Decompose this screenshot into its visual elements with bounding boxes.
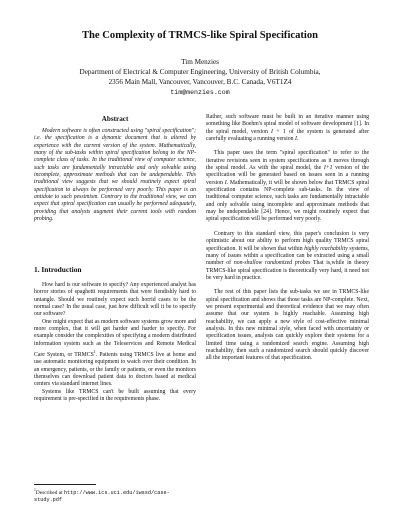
right-p3-emphasis-1: highly reachability bbox=[304, 245, 348, 252]
right-p3-emphasis-2: non-shallow randomized probes bbox=[233, 260, 311, 267]
right-p2-text-c: . Mathematically, it will be shown below that TRMCS spiral specification contains NP-complete sub-tasks. In the view of traditional computer science, such tasks are fundamentally intractable and only solvable using incomplete and approximate methods that may be undependable [24]. Hence, we might routinely expect that spiral specification will be performed very poorly. bbox=[206, 179, 369, 223]
right-p1-var-1: I + 1 bbox=[270, 128, 286, 135]
section-heading-introduction: 1. Introduction bbox=[34, 265, 82, 274]
right-p1-var-2: I bbox=[294, 136, 297, 143]
right-paragraph-4: The rest of this paper lists the sub-tasks we see in TRMCS-like spiral specification and shows that those tasks are NP-complete. Next, we present experimental and theoretical evidence that we may often assume that our system is highly reachable. Assuming high reachability, we can apply a new style of cost-effective minimal analysis. In this new minimal style, when faced with uncertainty or specification issues, analysts can quickly explore their systems for a limited time using a randomized search engine. Assuming high reachability, then such a randomized search should quickly discover all the important features of that specification. bbox=[206, 289, 369, 362]
abstract-heading: Abstract bbox=[101, 115, 129, 123]
author-name: Tim Menzies bbox=[181, 58, 219, 66]
right-paragraph-1 bbox=[206, 114, 369, 143]
intro-paragraph-2-end: . Patients using TRMCS live at home and use automatic monitoring equipment to watch over their condition. In an emergency, patients, or the family or patients, or even the monitors themselves can download patient data to doctors based at medical centers via standard internet lines. bbox=[34, 352, 196, 388]
right-p3-text-a: Contrary to this standard view, this paper's conclusion is very optimistic about our ability to perform high quality TRMCS spiral specification. It will be shown that within bbox=[206, 230, 369, 252]
paper-title: The Complexity of TRMCS-like Spiral Specification bbox=[81, 30, 319, 41]
right-p2-var-1: I+1 bbox=[323, 165, 333, 172]
introduction-body bbox=[34, 282, 196, 403]
right-p2-text-a: This paper uses the term "spiral specification" to refer to the iterative revisions seen in system specifications as it moves through the spiral model. As with the spiral model, the bbox=[206, 150, 369, 172]
intro-paragraph-1: How hard is our software to specify? Any experienced analyst has horror stories of spaghetti requirements that were fiendishly hard to untangle. Should we routinely expect such horrid cases to be the normal case? In the usual case, just how difficult will it be to specify our software? bbox=[34, 282, 196, 318]
intro-paragraph-3: Systems like TRMCS can't be built assuming that every requirement is pre-specified in the requirements phase. bbox=[34, 388, 196, 403]
author-address: 2356 Main Mall, Vancouver, Vancouver, B.C. Canada, V6T1Z4 bbox=[108, 78, 292, 86]
right-p3-text-c: That is,while in theory TRMCS-like spiral specification is theoretically very hard, it need not be very hard in practice. bbox=[206, 260, 369, 281]
right-p2-text-b: version of the specification will be generated based on issues seen in a running version bbox=[206, 165, 369, 186]
right-p1-text-a: Rather, such software must be built in an iterative manner using something like Boehm's spiral model of software development [1]. In the spiral model, version bbox=[206, 114, 369, 135]
abstract-paragraph: Modern software is often constructed using "spiral specification"; i.e. the specification is a dynamic document that is altered by experience with the current version of the system. Mathematically, many of the sub-tasks within spiral specification belong to the NP-complete class of tasks. In the traditional view of computer science, such tasks are fundamentally intractable and only solvable using incomplete, approximate methods that can be undependable. This traditional view suggests that we should routinely expect spiral specification to always be performed very poorly. This paper is an antidote to such pessimism. Contrary to the traditional view, we can expect that spiral specification can usually be performed adequately, providing that analysts augment their current tools with random probing. bbox=[34, 128, 196, 223]
footnote-divider bbox=[34, 484, 96, 485]
intro-paragraph-2-text: One might expect that as modern software systems grow more and more complex, that it will get harder and harder to specify. For example consider the complexities of specifying a modern distributed information system such as the Teleservices and Remote Medical Care System, or TRMCS bbox=[34, 318, 196, 358]
footnote-url[interactable]: http://www.ics.uci.edu/iwssd/case-study.pdf bbox=[34, 489, 170, 503]
right-p2-var-2: I bbox=[224, 179, 227, 186]
right-column bbox=[206, 114, 369, 363]
right-p1-text-b: of the system is generated after carefully evaluating a running version bbox=[206, 128, 369, 143]
right-p3-text-b: systems, many of issues within a specification can be extracted using a small number of bbox=[206, 245, 369, 267]
footnote-marker[interactable]: 1 bbox=[93, 349, 96, 355]
abstract-text bbox=[34, 128, 196, 223]
intro-paragraph-2 bbox=[34, 319, 196, 389]
author-email[interactable]: tim@menzies.com bbox=[170, 89, 230, 96]
right-p1-text-c: . bbox=[296, 136, 299, 143]
author-affiliation: Department of Electrical & Computer Engineering, University of British Columbia, bbox=[79, 68, 321, 76]
right-paragraph-3 bbox=[206, 231, 369, 282]
footnote-number: 1 bbox=[34, 488, 36, 492]
footnote-label: Described at bbox=[35, 489, 63, 496]
right-paragraph-2 bbox=[206, 150, 369, 223]
footnote bbox=[34, 487, 196, 503]
